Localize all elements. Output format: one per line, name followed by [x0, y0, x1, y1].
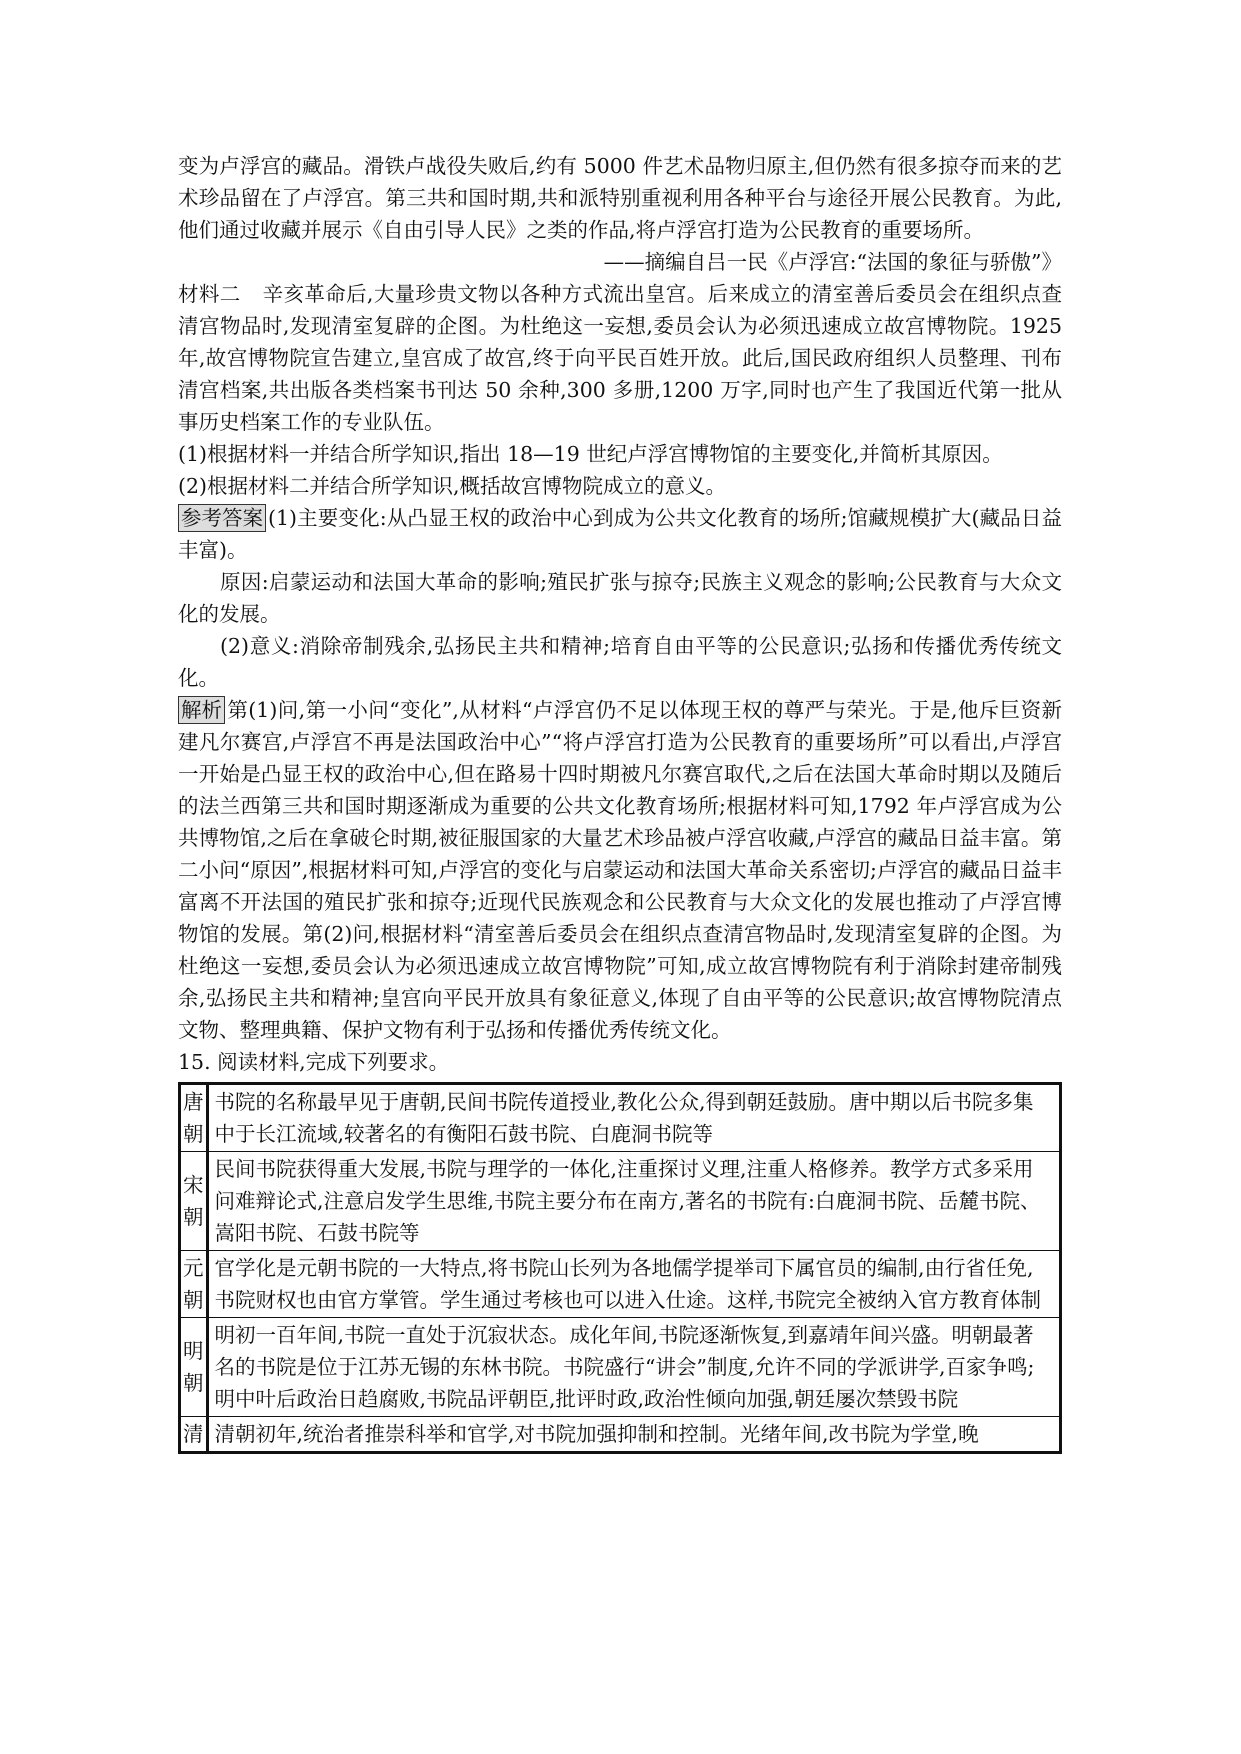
answer-part2: (2)意义:消除帝制残余,弘扬民主共和精神;培育自由平等的公民意识;弘扬和传播优秀传统文化。	[178, 634, 1062, 690]
analysis-text: 第(1)问,第一小问“变化”,从材料“卢浮宫仍不足以体现王权的尊严与荣光。于是,他斥巨资新建凡尔赛宫,卢浮宫不再是法国政治中心”“将卢浮宫打造为公民教育的重要场所”可以看出,卢浮宫一开始是凸显王权的政治中心,但在路易十四时期被凡尔赛宫取代,之后在法国大革命时期以及随后的法兰西第三共和国时期逐渐成为重要的公共文化教育场所;根据材料可知,1792 年卢浮宫成为公共博物馆,之后在拿破仑时期,被征服国家的大量艺术珍品被卢浮宫收藏,卢浮宫的藏品日益丰富。第二小问“原因”,根据材料可知,卢浮宫的变化与启蒙运动和法国大革命关系密切;卢浮宫的藏品日益丰富离不开法国的殖民扩张和掠夺;近现代民族观念和公民教育与大众文化的发展也推动了卢浮宫博物馆的发展。第(2)问,根据材料“清室善后委员会在组织点查清宫物品时,发现清室复辟的企图。为杜绝这一妄想,委员会认为必须迅速成立故宫博物院”可知,成立故宫博物院有利于消除封建帝制残余,弘扬民主共和精神;皇宫向平民开放具有象征意义,体现了自由平等的公民意识;故宫博物院清点文物、整理典籍、保护文物有利于弘扬和传播优秀传统文化。	[178, 698, 1062, 1042]
description-cell: 民间书院获得重大发展,书院与理学的一体化,注重探讨义理,注重人格修养。教学方式多采用问难辩论式,注意启发学生思维,书院主要分布在南方,著名的书院有:白鹿洞书院、岳麓书院、嵩阳书院、石鼓书院等	[207, 1152, 1061, 1251]
answer-part1-text: (1)主要变化:从凸显王权的政治中心到成为公共文化教育的场所;馆藏规模扩大(藏品日益丰富)。	[178, 506, 1062, 562]
document-page	[178, 150, 1062, 1454]
question-1: (1)根据材料一并结合所学知识,指出 18—19 世纪卢浮宫博物馆的主要变化,并简析其原因。	[178, 442, 1003, 466]
material2-label: 材料二	[178, 282, 241, 306]
table-row	[180, 1084, 1061, 1152]
dynasty-cell: 宋 朝	[180, 1152, 208, 1251]
description-cell: 官学化是元朝书院的一大特点,将书院山长列为各地儒学提举司下属官员的编制,由行省任免,书院财权也由官方掌管。学生通过考核也可以进入仕途。这样,书院完全被纳入官方教育体制	[207, 1251, 1061, 1318]
dynasty-cell: 明 朝	[180, 1318, 208, 1417]
attribution: ——摘编自吕一民《卢浮宫:“法国的象征与骄傲”》	[603, 250, 1062, 274]
table-row	[180, 1251, 1061, 1318]
description-cell: 明初一百年间,书院一直处于沉寂状态。成化年间,书院逐渐恢复,到嘉靖年间兴盛。明朝最著名的书院是位于江苏无锡的东林书院。书院盛行“讲会”制度,允许不同的学派讲学,百家争鸣;明中叶后政治日趋腐败,书院品评朝臣,批评时政,政治性倾向加强,朝廷屡次禁毁书院	[207, 1318, 1061, 1417]
answer-part1	[178, 502, 1062, 566]
question-2: (2)根据材料二并结合所学知识,概括故宫博物院成立的意义。	[178, 474, 727, 498]
dynasty-cell: 清	[180, 1417, 208, 1453]
material1-continuation: 变为卢浮宫的藏品。滑铁卢战役失败后,约有 5000 件艺术品物归原主,但仍然有很多掠夺而来的艺术珍品留在了卢浮宫。第三共和国时期,共和派特别重视利用各种平台与途径开展公民教育。为此,他们通过收藏并展示《自由引导人民》之类的作品,将卢浮宫打造为公民教育的重要场所。	[178, 154, 1062, 242]
dynasty-cell: 唐 朝	[180, 1084, 208, 1152]
analysis-label-badge: 解析	[178, 696, 225, 724]
material2-text: 辛亥革命后,大量珍贵文物以各种方式流出皇宫。后来成立的清室善后委员会在组织点查清宫物品时,发现清室复辟的企图。为杜绝这一妄想,委员会认为必须迅速成立故宫博物院。1925 年,故宫博物院宣告建立,皇宫成了故宫,终于向平民百姓开放。此后,国民政府组织人员整理、刊布清宫档案,共出版各类档案书刊达 50 余种,300 多册,1200 万字,同时也产生了我国近代第一批从事历史档案工作的专业队伍。	[178, 282, 1063, 434]
dynasty-cell: 元 朝	[180, 1251, 208, 1318]
dynasty-table	[178, 1082, 1062, 1454]
material2-paragraph	[178, 278, 1062, 438]
answer-label-badge: 参考答案	[178, 504, 266, 532]
table-row	[180, 1417, 1061, 1453]
description-cell: 清朝初年,统治者推崇科举和官学,对书院加强抑制和控制。光绪年间,改书院为学堂,晚	[207, 1417, 1061, 1453]
table-row	[180, 1318, 1061, 1417]
question15-heading: 15. 阅读材料,完成下列要求。	[178, 1050, 450, 1074]
description-cell: 书院的名称最早见于唐朝,民间书院传道授业,教化公众,得到朝廷鼓励。唐中期以后书院多集中于长江流域,较著名的有衡阳石鼓书院、白鹿洞书院等	[207, 1084, 1061, 1152]
table-row	[180, 1152, 1061, 1251]
analysis-paragraph	[178, 694, 1062, 1046]
answer-reason: 原因:启蒙运动和法国大革命的影响;殖民扩张与掠夺;民族主义观念的影响;公民教育与大众文化的发展。	[178, 570, 1062, 626]
